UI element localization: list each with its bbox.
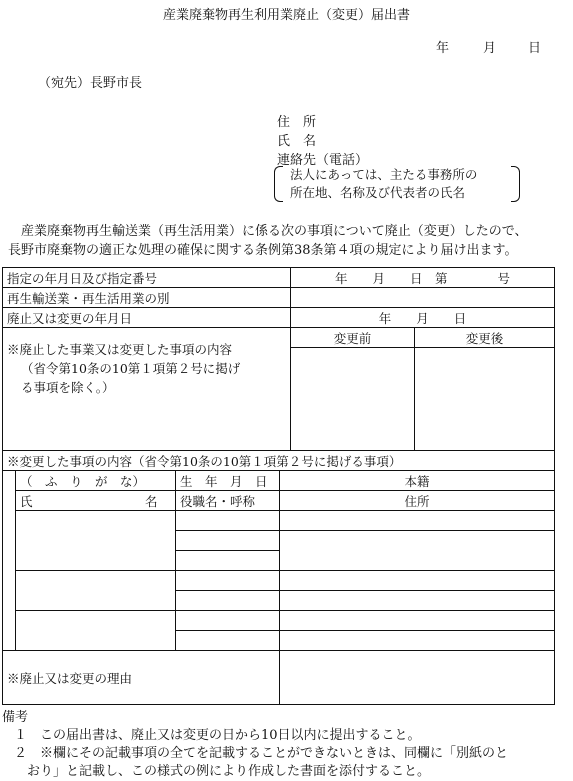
officer-3-name[interactable] (16, 611, 176, 651)
designation-label: 指定の年月日及び指定番号 (3, 268, 291, 288)
domicile-header: 本籍 (280, 471, 555, 491)
change-date-value: 年 月 日 (291, 308, 555, 328)
content-label-line3: る事項を除く。） (21, 380, 115, 395)
notification-table (2, 267, 555, 705)
officer-1-extra[interactable] (176, 551, 280, 571)
address-header: 住所 (280, 491, 555, 511)
applicant-name-label: 氏 名 (277, 134, 317, 149)
officer-1-name[interactable] (16, 511, 176, 571)
right-bracket (511, 166, 520, 202)
reason-label: ※廃止又は変更の理由 (3, 651, 280, 705)
officer-2-domicile[interactable] (280, 571, 555, 591)
reason-field[interactable] (280, 651, 555, 705)
change-date-label: 廃止又は変更の年月日 (3, 308, 291, 328)
corporation-note (274, 166, 520, 202)
officer-2-name[interactable] (16, 571, 176, 611)
remark-note2-line2: おり」と記載し、この様式の例により作成した書面を添付すること。 (14, 764, 431, 779)
officer-3-domicile[interactable] (280, 611, 555, 631)
intro-line2: 長野市廃棄物の適正な処理の確保に関する条例第38条第４項の規定により届け出ます。 (8, 243, 518, 258)
officer-2-position[interactable] (176, 591, 280, 611)
name-header: 氏 名 (16, 491, 176, 511)
officer-2-address[interactable] (280, 591, 555, 611)
applicant-address-label: 住 所 (277, 115, 317, 130)
officer-1-address[interactable] (280, 531, 555, 571)
indent-cell (3, 471, 16, 651)
officer-2-birth[interactable] (176, 571, 280, 591)
officer-3-position[interactable] (176, 631, 280, 651)
left-bracket (274, 166, 283, 202)
before-header: 変更前 (291, 328, 415, 348)
applicant-contact-label: 連絡先（電話） (277, 153, 369, 168)
before-field[interactable] (291, 348, 415, 451)
business-type-label: 再生輸送業・再生活用業の別 (3, 288, 291, 308)
corporation-note-line1: 法人にあっては、主たる事務所の (290, 167, 478, 182)
date-month: 月 (483, 41, 497, 56)
officer-3-address[interactable] (280, 631, 555, 651)
officer-1-birth[interactable] (176, 511, 280, 531)
birth-date-header: 生 年 月 日 (176, 471, 280, 491)
furigana-header: （ ふ り が な） (16, 471, 176, 491)
addressee: （宛先）長野市長 (38, 76, 143, 91)
content-label (3, 328, 291, 451)
content-label-line2: （省令第10条の10第１項第２号に掲げ (21, 361, 241, 376)
remark-note1: １ この届出書は、廃止又は変更の日から10日以内に提出すること。 (14, 728, 421, 743)
officer-3-birth[interactable] (176, 611, 280, 631)
remarks-heading: 備考 (2, 710, 29, 725)
business-type-field[interactable] (291, 288, 555, 308)
remark-note2-line1: ２ ※欄にその記載事項の全てを記載することができないときは、同欄に「別紙のと (14, 746, 509, 761)
content-label-line1: ※廃止した事業又は変更した事項の内容 (7, 342, 233, 357)
position-header: 役職名・呼称 (176, 491, 280, 511)
after-field[interactable] (415, 348, 555, 451)
officer-1-domicile[interactable] (280, 511, 555, 531)
officer-section-header: ※変更した事項の内容（省令第10条の10第１項第２号に掲げる事項） (3, 451, 555, 471)
submission-date (436, 37, 541, 56)
after-header: 変更後 (415, 328, 555, 348)
date-day: 日 (528, 41, 542, 56)
date-year: 年 (436, 41, 450, 56)
officer-1-position[interactable] (176, 531, 280, 551)
designation-value: 年 月 日 第 号 (291, 268, 555, 288)
intro-line1: 産業廃棄物再生輸送業（再生活用業）に係る次の事項について廃止（変更）したので、 (8, 224, 528, 239)
form-title: 産業廃棄物再生利用業廃止（変更）届出書 (162, 8, 410, 23)
corporation-note-line2: 所在地、名称及び代表者の氏名 (290, 185, 466, 200)
